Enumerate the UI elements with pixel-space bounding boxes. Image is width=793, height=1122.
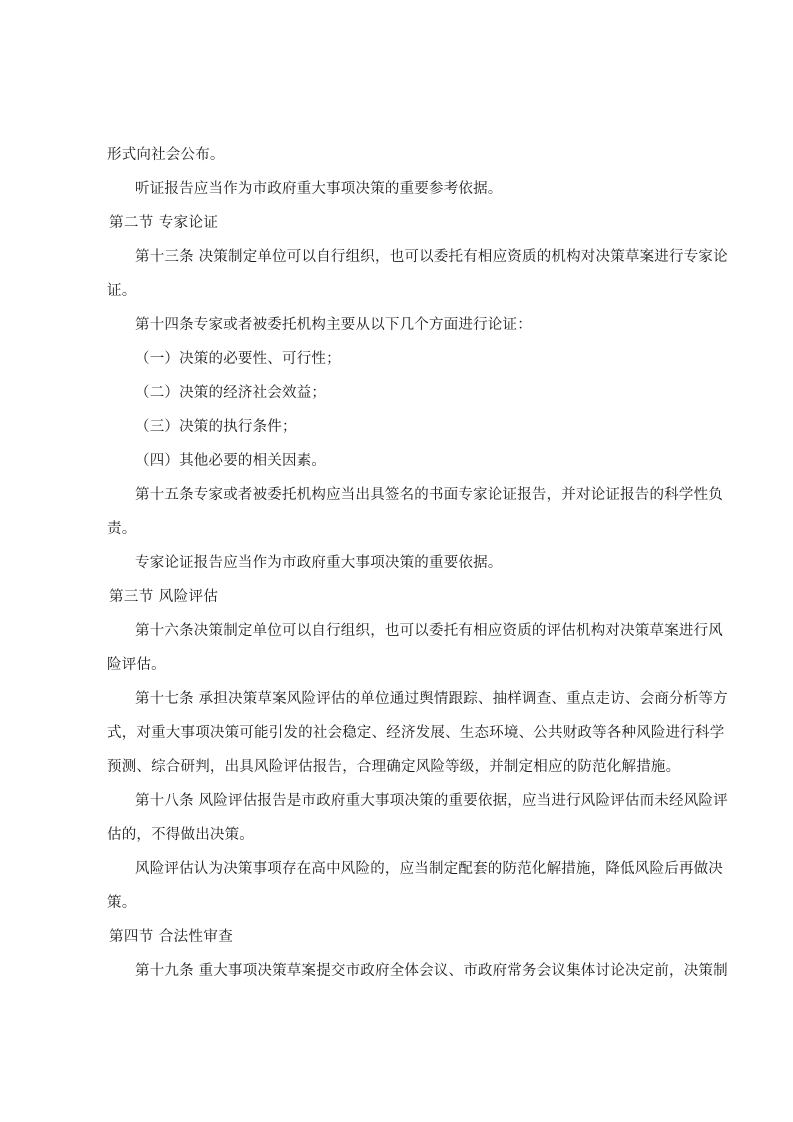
section-heading: 第三节 风险评估 bbox=[109, 589, 219, 605]
section-heading: 第二节 专家论证 bbox=[109, 215, 219, 231]
text-line: 第十八条 风险评估报告是市政府重大事项决策的重要依据，应当进行风险评估而未经风险评 bbox=[135, 793, 728, 809]
section-heading: 第四节 合法性审查 bbox=[109, 929, 234, 945]
text-line: 风险评估认为决策事项存在高中风险的，应当制定配套的防范化解措施，降低风险后再做决 bbox=[135, 861, 723, 877]
text-line: 式，对重大事项决策可能引发的社会稳定、经济发展、生态环境、公共财政等各种风险进行科学 bbox=[107, 725, 725, 741]
text-line: 第十三条 决策制定单位可以自行组织，也可以委托有相应资质的机构对决策草案进行专家论 bbox=[135, 249, 728, 265]
text-line: 险评估。 bbox=[107, 657, 166, 673]
text-line: 第十五条专家或者被委托机构应当出具签名的书面专家论证报告，并对论证报告的科学性负 bbox=[135, 487, 723, 503]
list-item: （四）其他必要的相关因素。 bbox=[135, 453, 327, 469]
text-line: 估的，不得做出决策。 bbox=[107, 827, 254, 843]
text-line: 形式向社会公布。 bbox=[107, 147, 225, 163]
text-line: 责。 bbox=[107, 521, 137, 537]
list-item: （三）决策的执行条件； bbox=[135, 419, 297, 435]
text-line: 第十六条决策制定单位可以自行组织，也可以委托有相应资质的评估机构对决策草案进行风 bbox=[135, 623, 723, 639]
text-line: 第十七条 承担决策草案风险评估的单位通过舆情跟踪、抽样调查、重点走访、会商分析等方 bbox=[135, 691, 728, 707]
text-line: 证。 bbox=[107, 283, 137, 299]
text-line: 第十四条专家或者被委托机构主要从以下几个方面进行论证： bbox=[135, 317, 532, 333]
text-line: 预测、综合研判，出具风险评估报告，合理确定风险等级，并制定相应的防范化解措施。 bbox=[107, 759, 681, 775]
text-line: 专家论证报告应当作为市政府重大事项决策的重要依据。 bbox=[135, 555, 503, 571]
list-item: （二）决策的经济社会效益； bbox=[135, 385, 327, 401]
text-line: 第十九条 重大事项决策草案提交市政府全体会议、市政府常务会议集体讨论决定前，决策制 bbox=[135, 963, 728, 979]
list-item: （一）决策的必要性、可行性； bbox=[135, 351, 341, 367]
text-line: 策。 bbox=[107, 895, 137, 911]
text-line: 听证报告应当作为市政府重大事项决策的重要参考依据。 bbox=[135, 181, 503, 197]
